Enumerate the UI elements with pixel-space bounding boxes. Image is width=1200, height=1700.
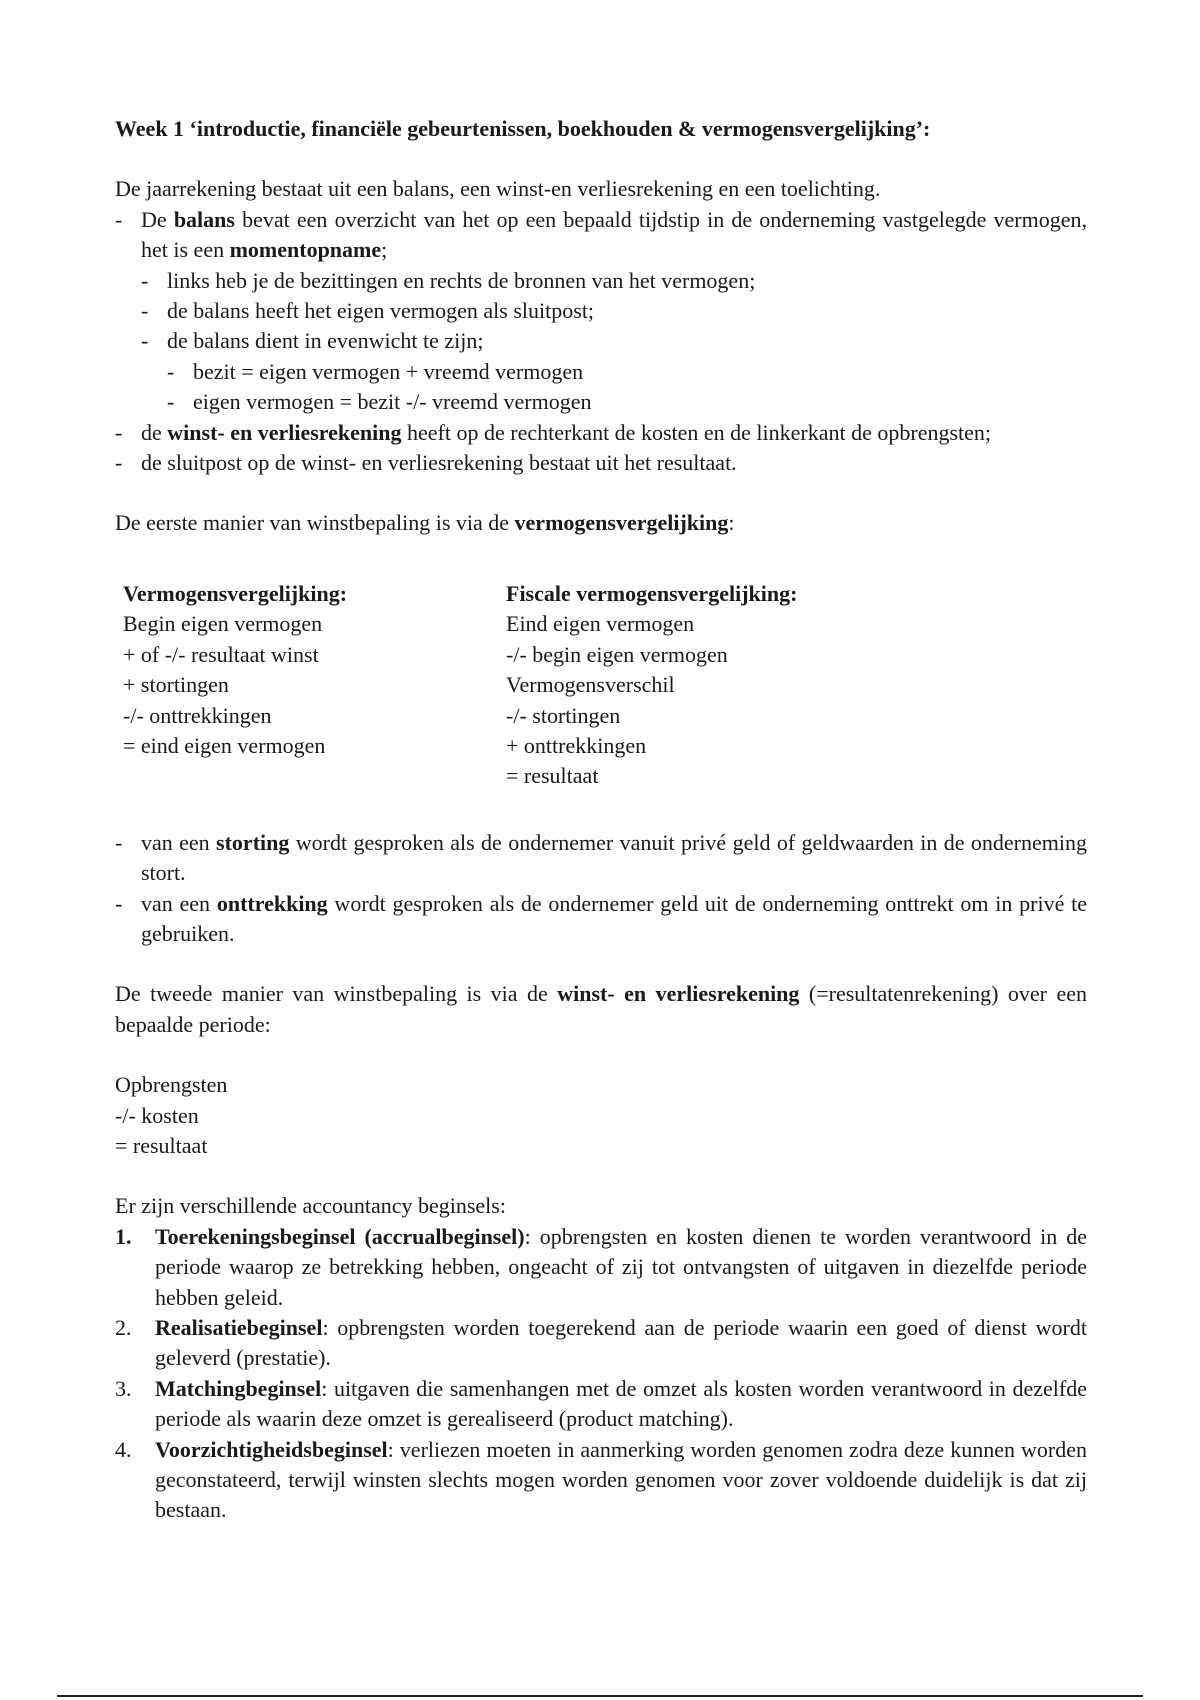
storting-item: - van een storting wordt gesproken als de ondernemer vanuit privé geld of geldwaarden in de onderneming stort. — [115, 828, 1087, 889]
balans-list — [115, 205, 1087, 479]
footer-divider — [57, 1695, 1143, 1697]
balans-sub-item: - de balans heeft het eigen vermogen als sluitpost; — [141, 296, 1087, 326]
vergelijking-columns — [115, 579, 1087, 792]
onttrekking-item: - van een onttrekking wordt gesproken als de ondernemer geld uit de onderneming onttrekt om in privé te gebruiken. — [115, 889, 1087, 950]
column-heading: Fiscale vermogensvergelijking: — [506, 580, 798, 606]
beginsels-intro: Er zijn verschillende accountancy beginsels: — [115, 1193, 506, 1219]
vermogensvergelijking-column — [123, 579, 506, 792]
column-line: + onttrekkingen — [506, 732, 647, 758]
balans-sub-item: - de balans dient in evenwicht te zijn; - bezit = eigen vermogen + vreemd vermogen - eigen vermogen = bezit -/- vreemd vermogen — [141, 326, 1087, 417]
balans-sub-item: - links heb je de bezittingen en rechts de bronnen van het vermogen; — [141, 266, 1087, 296]
sluitpost-item: - de sluitpost op de winst- en verliesrekening bestaat uit het resultaat. — [115, 448, 1087, 478]
column-line: -/- begin eigen vermogen — [506, 641, 728, 667]
beginsel-item: 2. Realisatiebeginsel: opbrengsten worden toegerekend aan de periode waarin een goed of dienst wordt geleverd (prestatie). — [115, 1315, 1087, 1371]
eerste-manier-paragraph: De eerste manier van winstbepaling is via de vermogensvergelijking: — [115, 510, 735, 536]
column-line: Eind eigen vermogen — [506, 611, 695, 637]
intro-paragraph: De jaarrekening bestaat uit een balans, een winst-en verliesrekening en een toelichting. — [115, 176, 881, 202]
resultaat-line: -/- kosten — [115, 1102, 199, 1128]
balans-sublist — [141, 266, 1087, 418]
resultaat-block — [115, 1070, 1087, 1161]
beginsel-item: 1. Toerekeningsbeginsel (accrualbeginsel): opbrengsten en kosten dienen te worden verantwoord in de periode waarop ze betrekking hebben, ongeacht of zij tot ontvangsten of uitgaven in diezelfde periode hebben geleid. — [115, 1223, 1088, 1310]
beginsel-item: 3. Matchingbeginsel: uitgaven die samenhangen met de omzet als kosten worden verantwoord in dezelfde periode als waarin deze omzet is gerealiseerd (product matching). — [115, 1375, 1087, 1432]
column-line: = resultaat — [506, 763, 599, 789]
column-line: = eind eigen vermogen — [123, 732, 326, 758]
tweede-manier-paragraph: De tweede manier van winstbepaling is via de winst- en verliesrekening (=resultatenrekening) over een bepaalde periode: — [115, 981, 1087, 1037]
page-title: Week 1 ‘introductie, financiële gebeurtenissen, boekhouden & vermogensvergelijking’: — [115, 116, 931, 141]
column-line: Begin eigen vermogen — [123, 611, 323, 637]
evenwicht-sublist — [167, 357, 1087, 418]
column-heading: Vermogensvergelijking: — [123, 580, 348, 606]
evenwicht-item: - bezit = eigen vermogen + vreemd vermogen — [167, 357, 1087, 387]
winst-verlies-item: - de winst- en verliesrekening heeft op de rechterkant de kosten en de linkerkant de opbrengsten; — [115, 418, 1087, 448]
resultaat-line: Opbrengsten — [115, 1072, 228, 1098]
column-line: + stortingen — [123, 672, 229, 698]
evenwicht-item: - eigen vermogen = bezit -/- vreemd vermogen — [167, 387, 1087, 417]
column-line: -/- stortingen — [506, 702, 621, 728]
document-page — [115, 114, 1087, 1526]
beginsel-item: 4. Voorzichtigheidsbeginsel: verliezen moeten in aanmerking worden genomen zodra deze kunnen worden geconstateerd, terwijl winsten slechts mogen worden genomen voor zover voldoende duidelijk is dat zij bestaan. — [115, 1436, 1087, 1523]
balans-item: - De balans bevat een overzicht van het op een bepaald tijdstip in de onderneming vastgelegde vermogen, het is een momentopname; - links heb je de bezittingen en rechts de bronnen van het vermogen; - de balans heeft het eigen vermogen als sluitpost; - de balans dient in evenwicht te zijn; - bezit = eigen vermogen + vreemd vermogen - eigen vermogen = bezit -/- vreemd vermogen — [115, 205, 1087, 418]
fiscale-vermogensvergelijking-column — [506, 579, 1006, 792]
column-line: -/- onttrekkingen — [123, 702, 272, 728]
storting-list — [115, 828, 1087, 950]
beginsels-list — [115, 1222, 1087, 1526]
column-line: Vermogensverschil — [506, 672, 675, 698]
resultaat-line: = resultaat — [115, 1132, 208, 1158]
column-line: + of -/- resultaat winst — [123, 641, 319, 667]
